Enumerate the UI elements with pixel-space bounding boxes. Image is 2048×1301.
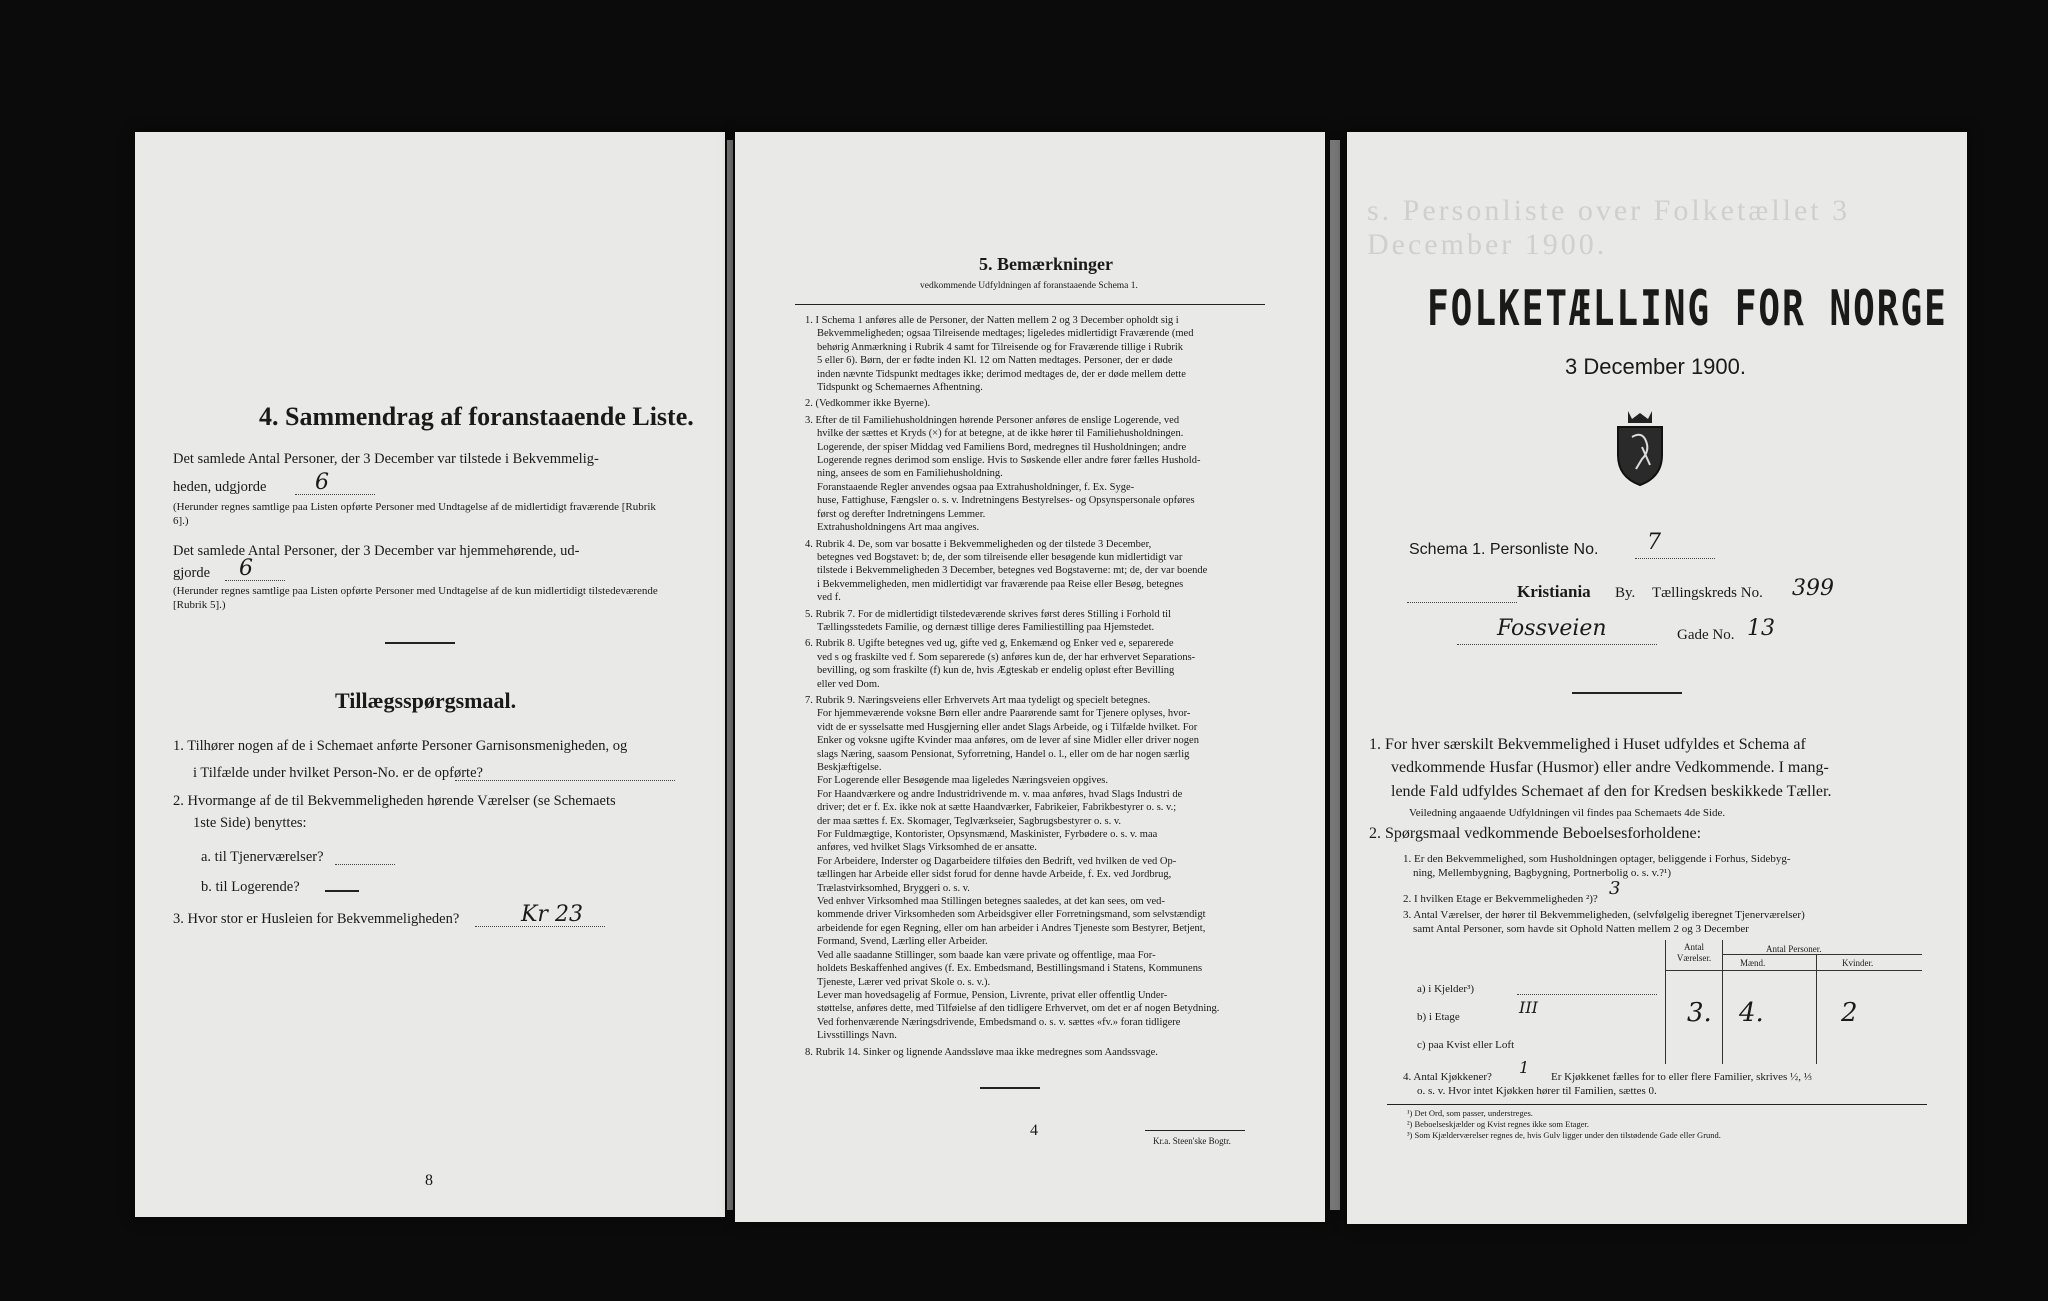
remarks-subtitle: vedkommende Udfyldningen af foranstaaende Schema 1. — [920, 281, 1138, 291]
remark-line: Bekvemmeligheden; ogsaa Tilreisende medtages; ligeledes midlertidigt Fraværende (med — [817, 328, 1194, 340]
remark-line: tællingen har Arbeide eller sidst forud for denne havde Arbeide, f. Ex. ved Jordbrug, — [817, 869, 1172, 881]
remark-line: først og derefter Indretningens Lemmer. — [817, 508, 986, 520]
gade-label: Gade No. — [1677, 627, 1735, 643]
remark-line: behørig Anmærkning i Rubrik 4 samt for Tilreisende og for Fraværende tillige i Rubrik — [817, 341, 1184, 353]
question-2-line1: 2. Hvormange af de til Bekvemmeligheden hørende Værelser (se Schemaets — [173, 793, 616, 809]
instruction-2: 2. Spørgsmaal vedkommende Beboelsesforholdene: — [1369, 825, 1702, 842]
sub-question-4: 4. Antal Kjøkkener? — [1403, 1071, 1492, 1083]
summary-item-2-line1: Det samlede Antal Personer, der 3 December var hjemmehørende, ud- — [173, 543, 580, 559]
summary-item-1-line1: Det samlede Antal Personer, der 3 December var tilstede i Bekvemmelig- — [173, 451, 599, 467]
question-3: 3. Hvor stor er Husleien for Bekvemmeligheden? — [173, 911, 460, 927]
remark-line: Tællingsstedets Familie, og dernæst tillige deres Familiestilling paa Hjemstedet. — [817, 621, 1155, 633]
summary-item-1-line2: heden, udgjorde — [173, 479, 267, 495]
answer-dash — [325, 890, 359, 892]
question-1-line2: i Tilfælde under hvilket Person-No. er de opførte? — [193, 765, 483, 781]
summary-item-2-note: (Herunder regnes samtlige paa Listen opførte Personer med Undtagelse af de kun midlertidigt tilstedeværende [Rubrik 5].) — [173, 585, 658, 611]
col-persons-header: Antal Personer. — [1766, 944, 1822, 954]
instruction-1-line2: vedkommende Husfar (Husmor) eller andre Vedkommende. I mang- — [1391, 759, 1829, 776]
answer-dotline — [455, 780, 675, 781]
remark-line: vidt de er sysselsatte med Husgjerning eller andet Slags Arbeide, og i Tilfælde hvilket. For — [817, 721, 1198, 733]
census-date: 3 December 1900. — [1565, 354, 1746, 379]
sub-question-1 — [1403, 852, 1791, 880]
footnotes — [1407, 1108, 1721, 1141]
remark-line: kommende driver Virksomheden som Arbeidsgiver eller Forretningsmand, som selvstændigt — [817, 909, 1206, 921]
question-2b: b. til Logerende? — [201, 879, 300, 895]
remark-line: For Haandværkere og andre Industridrivende m. v. maa anføres, hvad Slags Industri de — [817, 788, 1183, 800]
page-left — [135, 132, 725, 1217]
remark-line: 4. Rubrik 4. De, som var bosatte i Bekvemmeligheden og der tilstede 3 December, — [805, 538, 1152, 550]
remark-line: der maa sættes f. Ex. Skomager, Teglværkseier, Sagbrugsbestyrer o. s. v. — [817, 815, 1122, 827]
row-b-mark: III — [1519, 998, 1538, 1017]
remark-line: Tjeneste, Lærer ved privat Skole o. s. v.). — [817, 976, 991, 988]
summary-title: 4. Sammendrag af foranstaaende Liste. — [259, 402, 694, 431]
answer-resident-count: 6 — [239, 556, 253, 581]
remark-line: 2. (Vedkommer ikke Byerne). — [805, 398, 931, 410]
answer-dotline — [295, 494, 375, 495]
remark-line: Foranstaaende Regler anvendes ogsaa paa Extrahusholdninger, f. Ex. Syge- — [817, 481, 1135, 493]
additional-title: Tillægsspørgsmaal. — [335, 688, 517, 713]
remark-line: 8. Rubrik 14. Sinker og lignende Aandssløve maa ikke medregnes som Aandssvage. — [805, 1046, 1158, 1058]
instruction-1-note: Veiledning angaaende Udfyldningen vil findes paa Schemaets 4de Side. — [1409, 807, 1726, 819]
kitchen-answer: 1 — [1519, 1058, 1530, 1077]
gade-number: 13 — [1747, 616, 1775, 641]
remark-line: Tidspunkt og Schemaernes Afhentning. — [817, 382, 983, 394]
sub-question-3-line1: 3. Antal Værelser, der hører til Bekvemmeligheden, (selvfølgelig iberegnet Tjenerværelser) — [1403, 909, 1805, 921]
remark-line: Enker og voksne ugifte Kvinder maa anføres, om de lever af sine Midler eller driver nogen — [817, 735, 1199, 747]
footnote-1: ¹) Det Ord, som passer, understreges. — [1407, 1108, 1533, 1118]
sub-question-4-note2: o. s. v. Hvor intet Kjøkken hører til Familien, sættes 0. — [1417, 1085, 1657, 1097]
book-spine — [727, 140, 733, 1210]
remark-line: bevilling, og som fraskilte (f) kun de, hvis Ægteskab er endelig opløst efter Bevilling — [817, 665, 1175, 677]
instruction-1-line1: 1. For hver særskilt Bekvemmelighed i Huset udfyldes et Schema af — [1369, 736, 1806, 753]
district-number: 399 — [1792, 576, 1834, 601]
row-b-women: 2 — [1841, 998, 1858, 1028]
sub-question-3 — [1403, 908, 1805, 936]
remark-line: tilstede i Bekvemmeligheden 3 December, betegnes ved Bogstaverne: mt; de, der var boende — [817, 565, 1208, 577]
divider — [1387, 1104, 1927, 1105]
summary-item-1-note: (Herunder regnes samtlige paa Listen opførte Personer med Undtagelse af de midlertidigt fraværende [Rubrik 6].) — [173, 501, 656, 527]
schema-label: Schema 1. Personliste No. — [1409, 541, 1599, 558]
question-2a: a. til Tjenerværelser? — [201, 849, 324, 865]
remark-line: betegnes ved Bogstavet: b; de, der som tilreisende eller besøgende kun midlertidigt var — [817, 551, 1183, 563]
answer-present-count: 6 — [315, 470, 329, 495]
remark-line: 3. Efter de til Familiehusholdningen hørende Personer anføres de enslige Logerende, ved — [805, 414, 1180, 426]
remark-line: støttelse, anføres dette, med Tilføielse af den tidligere Erhvervet, om det er af nogen Betydning. — [817, 1003, 1220, 1015]
remark-line: arbeidende for egen Regning, eller om han arbeider i Andres Tjeneste som Bestyrer, Betjent, — [817, 922, 1206, 934]
floor-answer: 3 — [1609, 878, 1621, 899]
remark-line: Formand, Svend, Lærling eller Arbeider. — [817, 936, 988, 948]
remark-line: Ved alle saadanne Stillinger, som baade kan være private og offentlige, maa For- — [817, 949, 1156, 961]
remark-line: huse, Fattighuse, Fængsler o. s. v. Indretningens Bestyrelses- og Opsynspersonale opføres — [817, 495, 1195, 507]
printer-mark: Kr.a. Steen'ske Bogtr. — [1153, 1136, 1231, 1146]
remark-line: ved f. — [817, 592, 841, 604]
remark-line: Extrahusholdningens Art maa angives. — [817, 522, 980, 534]
remark-line: 1. I Schema 1 anføres alle de Personer, der Natten mellem 2 og 3 December opholdt sig i — [805, 315, 1179, 326]
remark-line: slags Næring, saasom Pensionat, Syforretning, Handel o. l., eller om de har nogen særlig — [817, 748, 1190, 760]
row-b-label: b) i Etage — [1417, 1011, 1460, 1023]
sub-question-1-line2: ning, Mellembygning, Bagbygning, Portnerbolig o. s. v.?¹) — [1413, 867, 1672, 879]
remark-line: Ved enhver Virksomhed maa Stillingen betegnes saaledes, at det kan sees, om ved- — [817, 896, 1165, 908]
answer-rent: Kr 23 — [521, 902, 583, 927]
remark-line: ved s og fraskilte ved f. Som separerede (s) anføres kun de, der har erhvervet Separations- — [817, 651, 1196, 663]
sub-question-3-line2: samt Antal Personer, som havde sit Ophold Natten mellem 2 og 3 December — [1413, 923, 1749, 935]
col-women-header: Kvinder. — [1842, 958, 1874, 968]
summary-item-2-line2: gjorde — [173, 565, 211, 581]
footnote-3: ³) Som Kjælderværelser regnes de, hvis Gulv ligger under den tilstødende Gade eller Grund. — [1407, 1130, 1721, 1140]
instruction-1-line3: lende Fald udfyldes Schemaet af den for Kredsen beskikkede Tæller. — [1391, 783, 1832, 800]
remark-line: 7. Rubrik 9. Næringsveiens eller Erhvervets Art maa tydeligt og specielt betegnes. — [805, 694, 1151, 706]
remark-line: Lever man hovedsagelig af Formue, Pension, Livrente, privat eller offentlig Under- — [817, 989, 1168, 1001]
remark-line: For Fuldmægtige, Kontorister, Opsynsmænd, Maskinister, Fyrbødere o. s. v. maa — [817, 829, 1158, 841]
remark-line: Beskjæftigelse. — [817, 762, 882, 773]
answer-dotline — [1517, 994, 1657, 995]
remark-line: For Arbeidere, Inderster og Dagarbeidere tilføies den Bedrift, ved hvilken de ved Op- — [817, 855, 1177, 867]
remarks-body — [805, 314, 1219, 1059]
row-c-label: c) paa Kvist eller Loft — [1417, 1039, 1515, 1051]
remark-line: eller ved Dom. — [817, 678, 880, 690]
remark-line: Trælastvirksomhed, Bryggeri o. s. v. — [817, 882, 970, 894]
street-name: Fossveien — [1497, 616, 1607, 641]
bleed-through-heading: s. Personliste over Folketællet 3 December 1900. — [1367, 194, 1851, 261]
divider — [980, 1087, 1040, 1089]
remark-line: anføres, ved hvilket Slags Virksomhed de er ansatte. — [817, 842, 1037, 854]
answer-dotline — [1635, 558, 1715, 559]
remark-line: driver; det er f. Ex. ikke nok at sætte Haandværker, Fabrikeier, Fabrikbestyrer o. s. v.; — [817, 802, 1177, 814]
answer-dotline — [225, 580, 285, 581]
remark-line: hvilke der sættes et Kryds (×) for at betegne, at de ikke hører til Familiehusholdningen. — [817, 428, 1184, 440]
remark-line: inden nævnte Tidspunkt medtages ikke; derimod medtages de, der er døde mellem dette — [817, 368, 1186, 380]
personliste-number: 7 — [1647, 530, 1661, 555]
by-label: By. — [1615, 585, 1636, 601]
row-b-rooms: 3. — [1687, 998, 1712, 1028]
page-right — [1347, 132, 1967, 1224]
footnote-2: ²) Beboelseskjælder og Kvist regnes ikke som Etager. — [1407, 1119, 1589, 1129]
remark-line: ning, ansees de som en Familiehusholdning. — [817, 468, 1003, 480]
city-name: Kristiania — [1517, 582, 1591, 601]
district-label: Tællingskreds No. — [1652, 585, 1763, 601]
answer-dotline — [335, 864, 395, 865]
question-1-line1: 1. Tilhører nogen af de i Schemaet anførte Personer Garnisonsmenigheden, og — [173, 738, 628, 754]
remark-line: For Logerende eller Besøgende maa ligeledes Næringsveien opgives. — [817, 775, 1108, 787]
col-men-header: Mænd. — [1740, 958, 1766, 968]
page-number: 4 — [1030, 1122, 1038, 1139]
answer-dotline — [1457, 644, 1657, 645]
remark-line: Livsstillings Navn. — [817, 1030, 897, 1042]
question-2-line2: 1ste Side) benyttes: — [193, 815, 307, 831]
remark-line: Logerende, der spiser Middag ved Familiens Bord, medregnes til Husholdningen; andre — [817, 441, 1187, 453]
remark-line: Logerende regnes derimod som enslige. Hvis to Søskende eller andre fører fælles Hushold- — [817, 455, 1201, 467]
census-title: FOLKETÆLLING FOR NORGE — [1427, 282, 1948, 338]
row-a-label: a) i Kjelder³) — [1417, 983, 1475, 995]
col-rooms-header: Antal Værelser. — [1676, 942, 1712, 963]
page-number: 8 — [425, 1172, 433, 1189]
page-middle — [735, 132, 1325, 1222]
remark-line: i Bekvemmeligheden, men midlertidigt var fraværende paa Reise eller Besøg, betegnes — [817, 578, 1184, 590]
answer-dotline — [1407, 602, 1517, 603]
book-spine — [1330, 140, 1340, 1210]
sub-question-2: 2. I hvilken Etage er Bekvemmeligheden ²)? — [1403, 893, 1598, 905]
divider — [385, 642, 455, 644]
divider — [795, 304, 1265, 305]
remark-line: For hjemmeværende voksne Børn eller andre Paarørende samt for Tjenere oplyses, hvor- — [817, 708, 1191, 720]
remark-line: 6. Rubrik 8. Ugifte betegnes ved ug, gifte ved g, Enkemænd og Enker ved e, separerede — [805, 638, 1174, 650]
divider — [1145, 1130, 1245, 1131]
row-b-men: 4. — [1739, 998, 1764, 1028]
remark-line: holdets Beskaffenhed angives (f. Ex. Embedsmand, Bestillingsmand i Statens, Kommunens — [817, 963, 1203, 975]
remark-line: 5 eller 6). Børn, der er fødte inden Kl. 12 om Natten medtages. Personer, der er døde — [817, 355, 1173, 367]
remark-line: 5. Rubrik 7. For de midlertidigt tilstedeværende skrives først deres Stilling i Forhold til — [805, 608, 1172, 620]
sub-question-1-line1: 1. Er den Bekvemmelighed, som Husholdningen optager, beliggende i Forhus, Sidebyg- — [1403, 853, 1791, 865]
divider — [1572, 692, 1682, 694]
sub-question-4-note: Er Kjøkkenet fælles for to eller flere Familier, skrives ½, ⅓ — [1551, 1071, 1813, 1083]
remark-line: Ved forhenværende Næringsdrivende, Embedsmand o. s. v. sættes «fv.» foran tidligere — [817, 1016, 1181, 1028]
remarks-title: 5. Bemærkninger — [979, 254, 1113, 274]
coat-of-arms-icon — [1612, 407, 1668, 487]
